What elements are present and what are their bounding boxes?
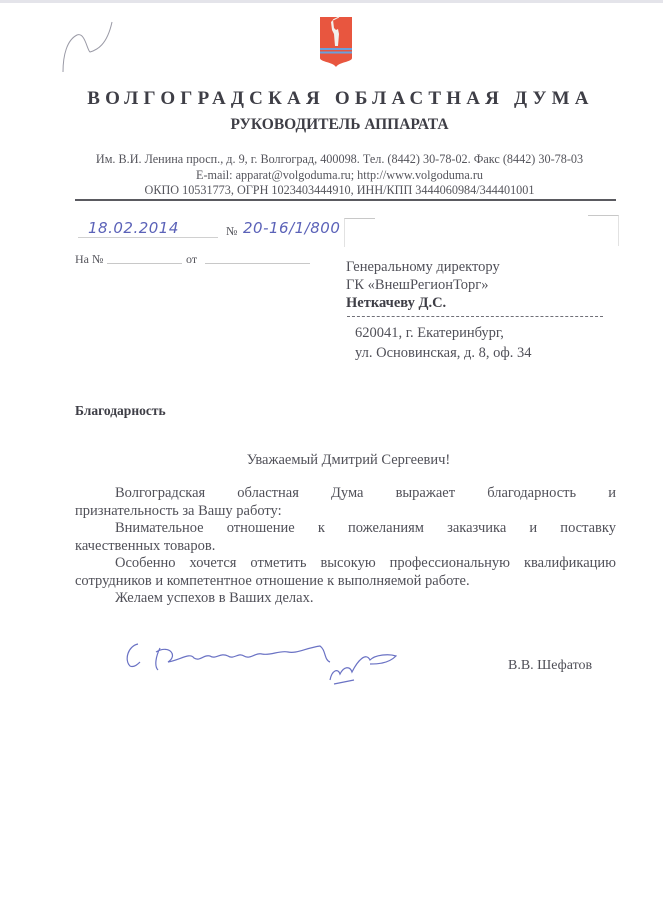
- recipient-address-line2: ул. Основинская, д. 8, оф. 34: [355, 345, 532, 361]
- handwritten-mark: [55, 10, 115, 75]
- address-bracket-right: [588, 215, 619, 246]
- scan-edge: [0, 0, 663, 3]
- organization-name: ВОЛГОГРАДСКАЯ ОБЛАСТНАЯ ДУМА: [87, 88, 594, 109]
- department-title: РУКОВОДИТЕЛЬ АППАРАТА: [230, 116, 449, 133]
- paragraph-2-line-2: качественных товаров.: [75, 537, 216, 554]
- recipient-address-line1: 620041, г. Екатеринбург,: [355, 325, 504, 341]
- contact-address: Им. В.И. Ленина просп., д. 9, г. Волгоград, 400098. Тел. (8442) 30-78-02. Факс (8442) 30-78-03: [95, 152, 584, 166]
- recipient-company: ГК «ВнешРегионТорг»: [346, 277, 489, 293]
- address-bracket-left: [344, 218, 375, 247]
- paragraph-1-line-1: Волгоградская областная Дума выражает благодарность и: [115, 485, 616, 501]
- number-label: №: [226, 224, 238, 238]
- recipient-position: Генеральному директору: [346, 259, 500, 275]
- reply-date-blank: [205, 263, 310, 264]
- coat-of-arms-icon: [319, 16, 353, 68]
- paragraph-2-line-1: Внимательное отношение к пожеланиям заказчика и поставку: [115, 520, 616, 536]
- salutation: Уважаемый Дмитрий Сергеевич!: [246, 452, 451, 468]
- paragraph-4: Желаем успехов в Ваших делах.: [115, 590, 314, 606]
- reply-to-number-blank: [107, 263, 182, 264]
- letter-subject: Благодарность: [75, 403, 166, 418]
- registration-codes: ОКПО 10531773, ОГРН 1023403444910, ИНН/КПП 3444060984/344401001: [144, 183, 535, 197]
- reply-from-label: от: [186, 252, 198, 266]
- letter-body: [75, 485, 616, 608]
- contact-web: E-mail: apparat@volgoduma.ru; http://www.volgoduma.ru: [196, 168, 483, 182]
- handwritten-signature: [120, 630, 420, 690]
- outgoing-date: 18.02.2014: [88, 219, 179, 237]
- reply-to-label: На №: [75, 252, 104, 266]
- signer-name: В.В. Шефатов: [508, 658, 593, 673]
- paragraph-1-line-2: признательность за Вашу работу:: [75, 502, 282, 519]
- recipient-name: Неткачеву Д.С.: [346, 295, 447, 311]
- date-underline: [78, 237, 218, 238]
- outgoing-number: 20-16/1/800: [243, 219, 341, 237]
- header-divider: [75, 199, 616, 201]
- paragraph-3: Особенно хочется отметить высокую профессиональную квалификацию сотрудников и компетентное отношение к выполняемой работе.: [75, 555, 616, 589]
- recipient-divider: [347, 316, 603, 317]
